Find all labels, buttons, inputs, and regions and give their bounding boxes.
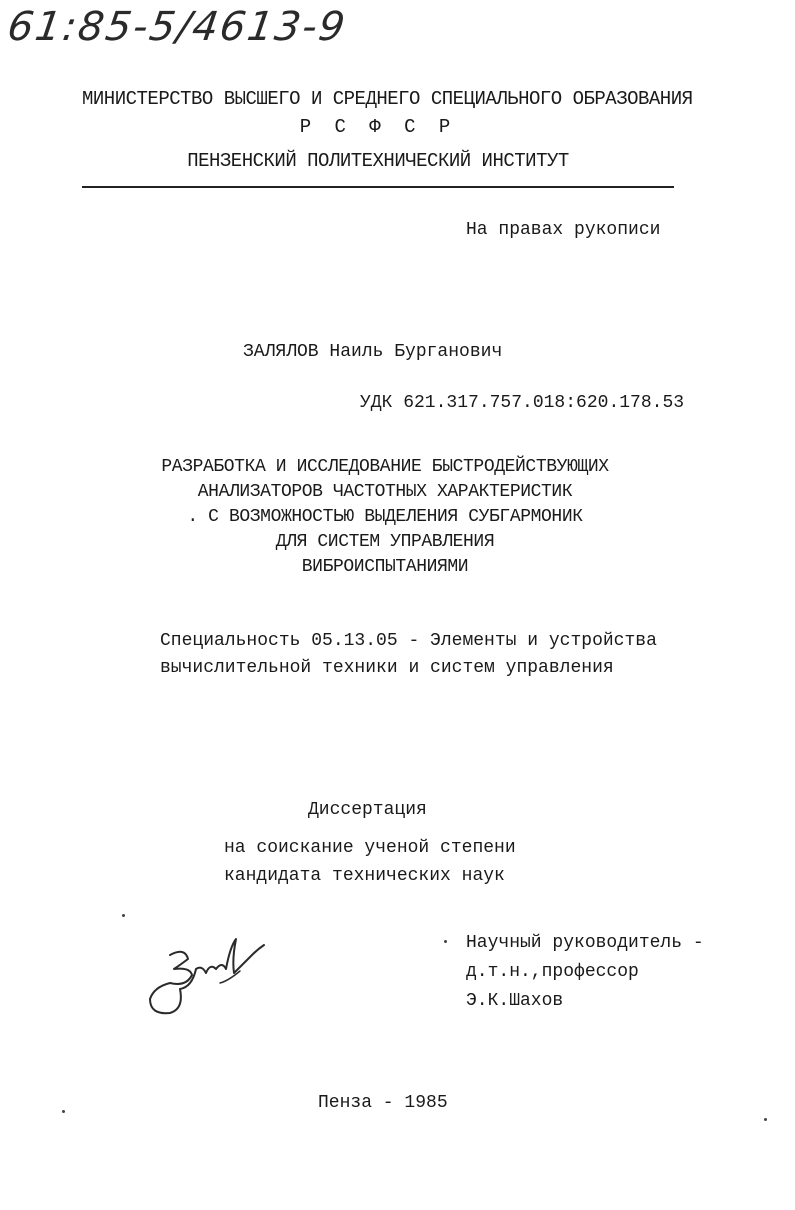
supervisor-line: Научный руководитель - (466, 933, 704, 953)
document-type: Диссертация (308, 800, 427, 820)
specialty-line: вычислительной техники и систем управления (160, 658, 614, 678)
supervisor-line: д.т.н.,профессор (466, 962, 639, 982)
paper-speck (444, 940, 447, 943)
city-year: Пенза - 1985 (318, 1093, 448, 1113)
supervisor-line: Э.К.Шахов (466, 991, 564, 1011)
degree-block (224, 834, 516, 890)
title-line: . С ВОЗМОЖНОСТЬЮ ВЫДЕЛЕНИЯ СУБГАРМОНИК (187, 507, 583, 527)
handwritten-catalog-code: 61:85-5/4613-9 (4, 4, 350, 50)
degree-line: на соискание ученой степени (224, 838, 516, 858)
title-line: АНАЛИЗАТОРОВ ЧАСТОТНЫХ ХАРАКТЕРИСТИК (197, 482, 573, 502)
header-divider (82, 186, 674, 188)
author-signature (140, 925, 270, 1025)
manuscript-note: На правах рукописи (466, 220, 661, 240)
title-line: РАЗРАБОТКА И ИССЛЕДОВАНИЕ БЫСТРОДЕЙСТВУЮЩИХ (161, 457, 609, 477)
paper-speck (122, 914, 125, 917)
republic-name: Р С Ф С Р (299, 116, 457, 138)
udc-code: УДК 621.317.757.018:620.178.53 (360, 393, 685, 413)
specialty-line: Специальность 05.13.05 - Элементы и устройства (160, 631, 657, 651)
ministry-name: МИНИСТЕРСТВО ВЫСШЕГО И СРЕДНЕГО СПЕЦИАЛЬНОГО ОБРАЗОВАНИЯ (82, 88, 693, 110)
specialty-block (160, 628, 657, 682)
title-line: ВИБРОИСПЫТАНИЯМИ (301, 557, 469, 577)
supervisor-block (466, 929, 704, 1016)
paper-speck (764, 1118, 767, 1121)
degree-line: кандидата технических наук (224, 866, 505, 886)
title-line: ДЛЯ СИСТЕМ УПРАВЛЕНИЯ (275, 532, 495, 552)
dissertation-title (140, 455, 630, 580)
author-name: ЗАЛЯЛОВ Наиль Бурганович (243, 342, 503, 362)
paper-speck (62, 1110, 65, 1113)
institute-name: ПЕНЗЕНСКИЙ ПОЛИТЕХНИЧЕСКИЙ ИНСТИТУТ (187, 150, 569, 172)
